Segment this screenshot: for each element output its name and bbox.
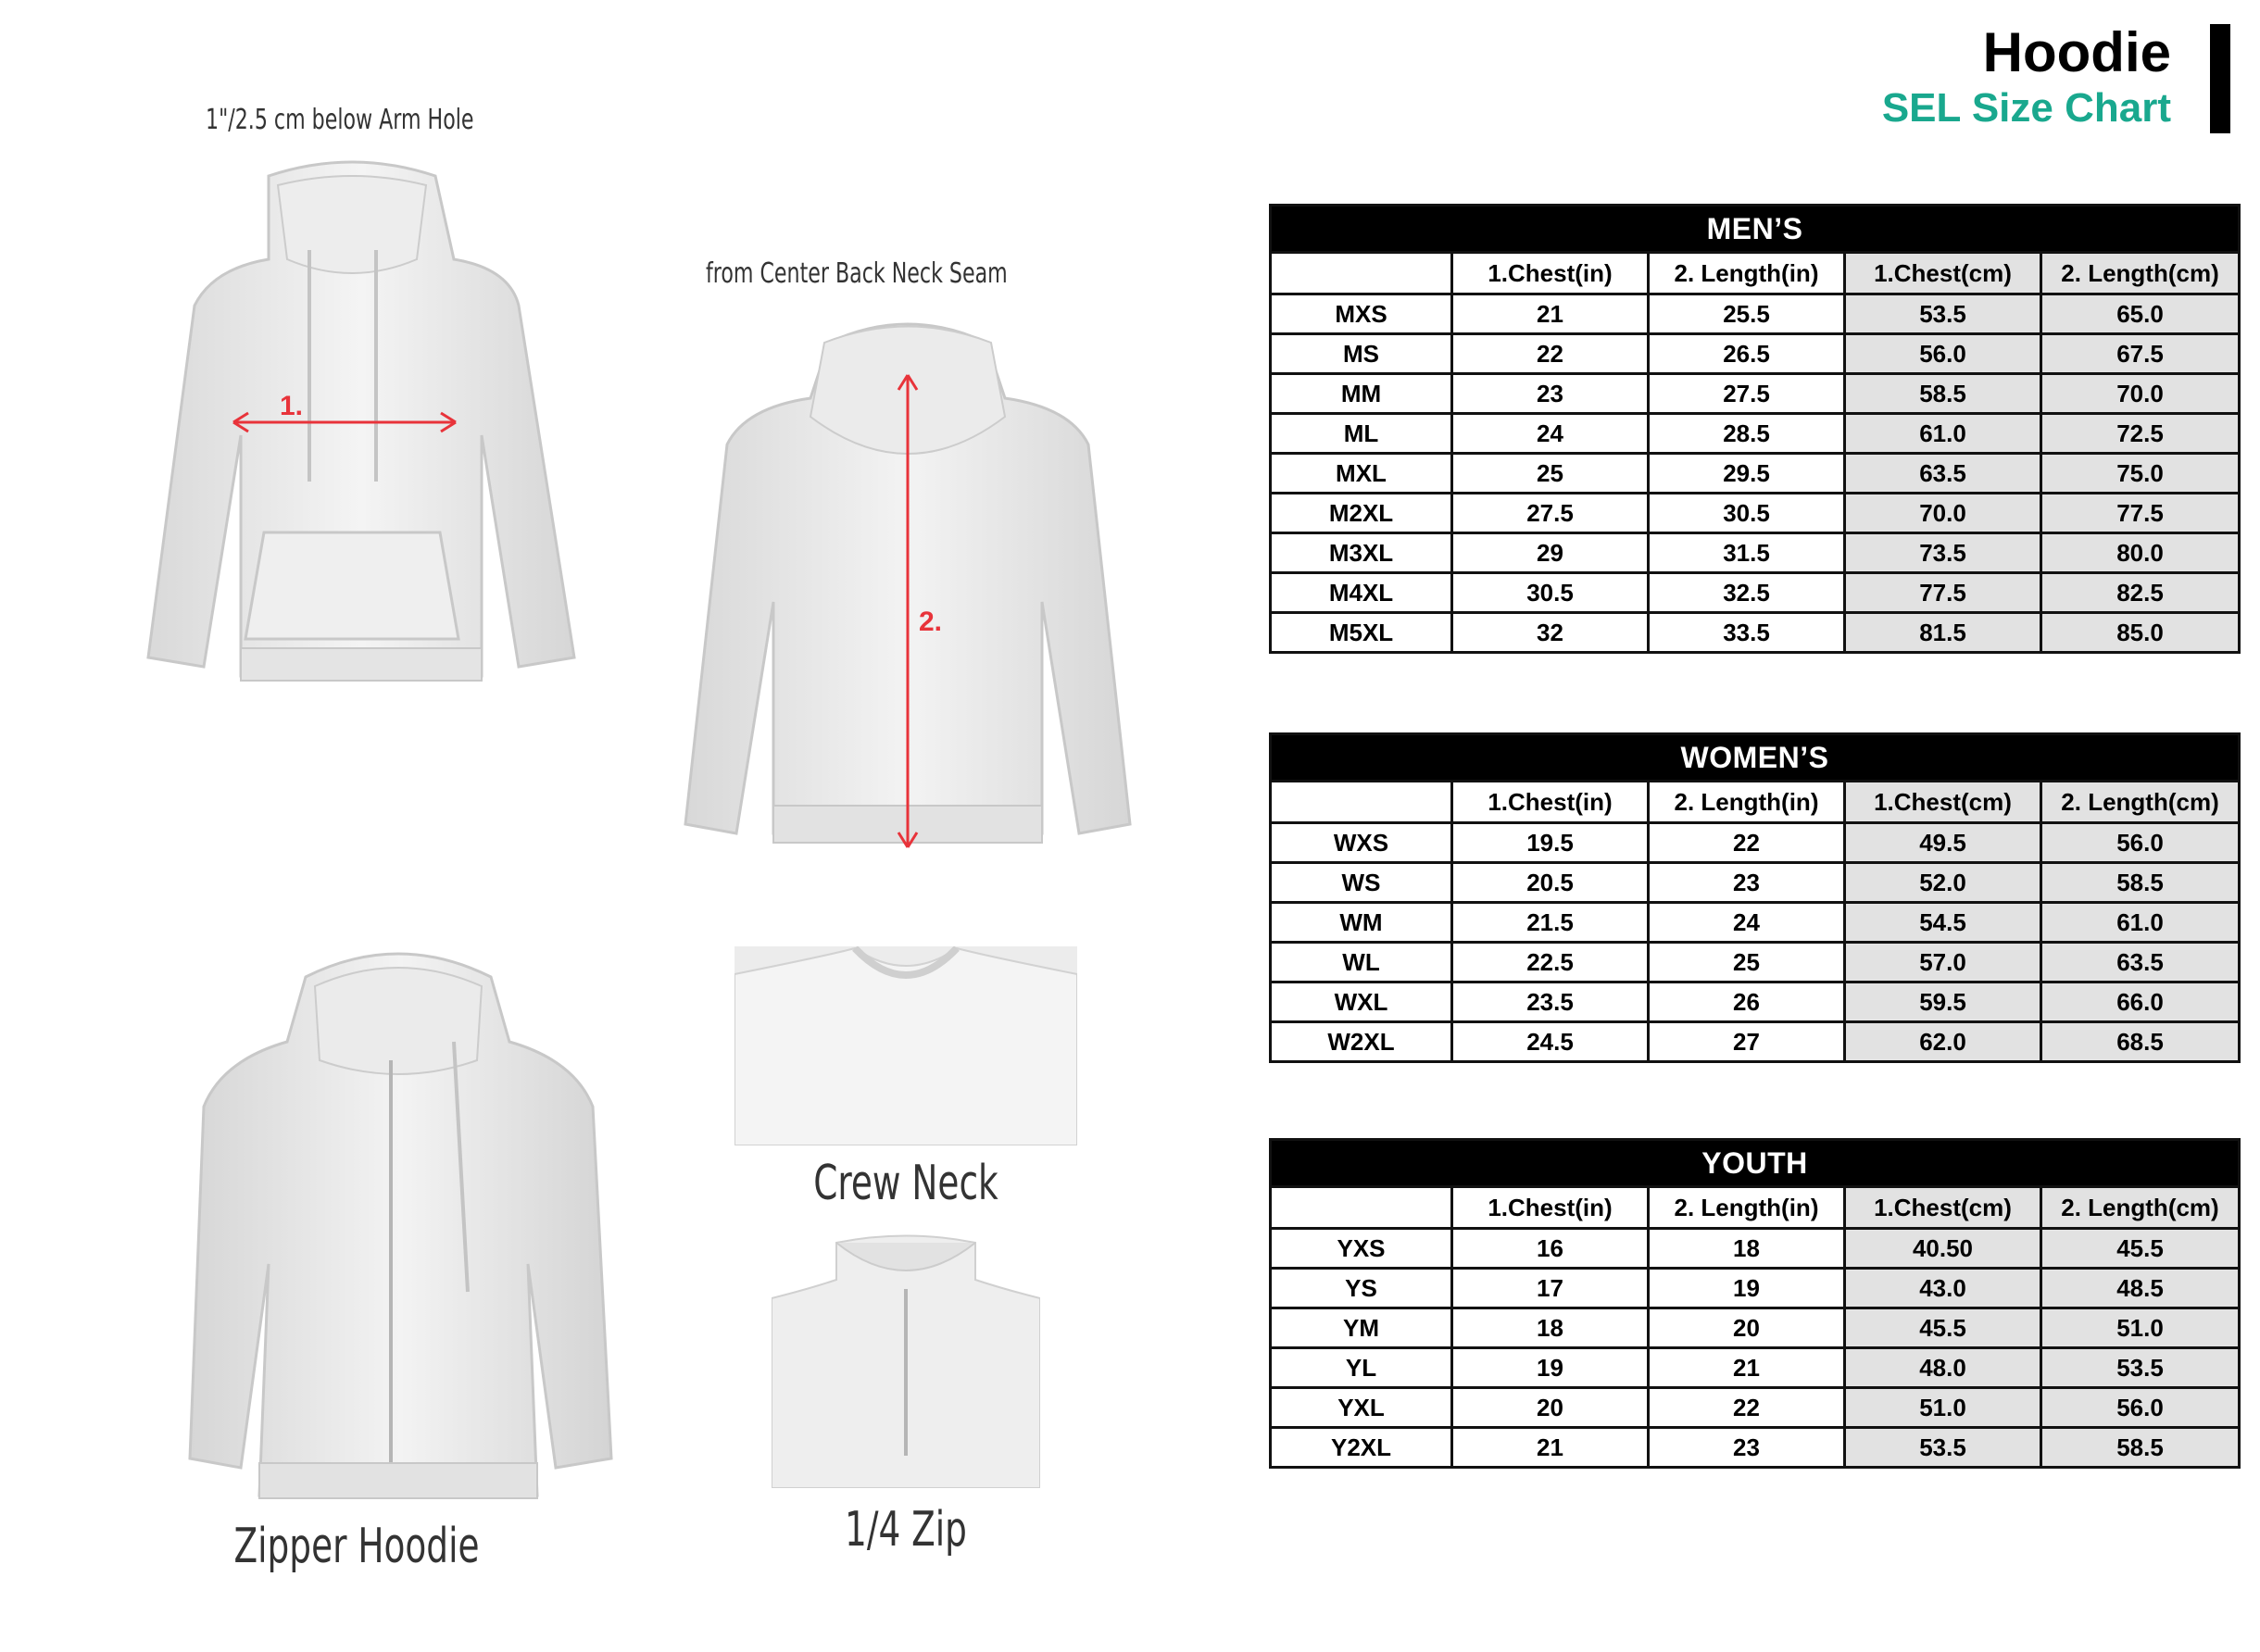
size-label: WL [1271, 943, 1452, 982]
measurement-cell: 58.5 [1845, 374, 2041, 414]
column-header: 2. Length(cm) [2041, 1187, 2240, 1229]
size-label: MS [1271, 334, 1452, 374]
table-row [1271, 414, 2240, 454]
quarter-zip-icon [772, 1233, 1040, 1488]
measurement-cell: 21 [1649, 1348, 1845, 1388]
youth-size-table [1269, 1138, 2241, 1469]
size-label: WXS [1271, 823, 1452, 863]
size-label: WM [1271, 903, 1452, 943]
womens-size-table [1269, 732, 2241, 1063]
table-row [1271, 494, 2240, 533]
measurement-cell: 59.5 [1845, 982, 2041, 1022]
measurement-cell: 18 [1649, 1229, 1845, 1269]
measurement-cell: 24 [1452, 414, 1649, 454]
column-header: 1.Chest(cm) [1845, 253, 2041, 294]
measurement-cell: 23 [1452, 374, 1649, 414]
measurement-cell: 65.0 [2041, 294, 2240, 334]
measurement-cell: 45.5 [1845, 1308, 2041, 1348]
measurement-cell: 21 [1452, 294, 1649, 334]
measurement-cell: 19.5 [1452, 823, 1649, 863]
size-label: ML [1271, 414, 1452, 454]
measurement-cell: 48.5 [2041, 1269, 2240, 1308]
hoodie-front-icon [111, 157, 593, 722]
measurement-cell: 30.5 [1452, 573, 1649, 613]
size-label: M5XL [1271, 613, 1452, 653]
measurement-cell: 56.0 [2041, 823, 2240, 863]
column-header: 1.Chest(in) [1452, 253, 1649, 294]
column-header: 2. Length(in) [1649, 782, 1845, 823]
measurement-cell: 24.5 [1452, 1022, 1649, 1062]
size-label: YM [1271, 1308, 1452, 1348]
measurement-cell: 77.5 [1845, 573, 2041, 613]
zipper-hoodie-icon [185, 940, 621, 1505]
measurement-cell: 21 [1452, 1428, 1649, 1468]
measurement-cell: 61.0 [2041, 903, 2240, 943]
size-label: WXL [1271, 982, 1452, 1022]
measurement-cell: 25 [1452, 454, 1649, 494]
table-title: YOUTH [1271, 1140, 2240, 1187]
table-row [1271, 1388, 2240, 1428]
measurement-cell: 22 [1452, 334, 1649, 374]
measurement-cell: 27 [1649, 1022, 1845, 1062]
mens-size-table [1269, 204, 2241, 654]
measurement-cell: 56.0 [2041, 1388, 2240, 1428]
measurement-cell: 26.5 [1649, 334, 1845, 374]
measurement-cell: 25.5 [1649, 294, 1845, 334]
measurement-cell: 33.5 [1649, 613, 1845, 653]
table-row [1271, 1022, 2240, 1062]
measurement-cell: 19 [1649, 1269, 1845, 1308]
measurement-cell: 23 [1649, 1428, 1845, 1468]
column-header: 1.Chest(in) [1452, 1187, 1649, 1229]
table-row [1271, 1428, 2240, 1468]
measurement-cell: 32.5 [1649, 573, 1845, 613]
measurement-cell: 17 [1452, 1269, 1649, 1308]
measurement-cell: 81.5 [1845, 613, 2041, 653]
size-label: WS [1271, 863, 1452, 903]
measurement-cell: 54.5 [1845, 903, 2041, 943]
measurement-cell: 56.0 [1845, 334, 2041, 374]
measurement-cell: 48.0 [1845, 1348, 2041, 1388]
measurement-cell: 23 [1649, 863, 1845, 903]
zipper-hoodie-caption: Zipper Hoodie [233, 1519, 480, 1574]
size-label: MXL [1271, 454, 1452, 494]
size-label: MXS [1271, 294, 1452, 334]
measurement-cell: 62.0 [1845, 1022, 2041, 1062]
crew-neck-caption: Crew Neck [813, 1156, 998, 1211]
measurement-cell: 25 [1649, 943, 1845, 982]
measurement-cell: 51.0 [1845, 1388, 2041, 1428]
measurement-cell: 52.0 [1845, 863, 2041, 903]
header-accent-bar [2210, 24, 2230, 133]
measurement-cell: 16 [1452, 1229, 1649, 1269]
size-label: Y2XL [1271, 1428, 1452, 1468]
measurement-cell: 67.5 [2041, 334, 2240, 374]
table-row [1271, 454, 2240, 494]
table-row [1271, 982, 2240, 1022]
table-row [1271, 823, 2240, 863]
measurement-cell: 73.5 [1845, 533, 2041, 573]
measurement-cell: 20.5 [1452, 863, 1649, 903]
table-row [1271, 374, 2240, 414]
measurement-cell: 68.5 [2041, 1022, 2240, 1062]
measurement-cell: 24 [1649, 903, 1845, 943]
measurement-cell: 77.5 [2041, 494, 2240, 533]
table-title: MEN’S [1271, 206, 2240, 253]
measurement-cell: 30.5 [1649, 494, 1845, 533]
page-subtitle: SEL Size Chart [1881, 85, 2171, 131]
table-row [1271, 573, 2240, 613]
column-header-row [1271, 1187, 2240, 1229]
size-label: YS [1271, 1269, 1452, 1308]
measurement-cell: 63.5 [1845, 454, 2041, 494]
column-header: 2. Length(in) [1649, 253, 1845, 294]
hoodie-back-icon [681, 306, 1135, 861]
table-row [1271, 903, 2240, 943]
measurement-cell: 82.5 [2041, 573, 2240, 613]
measurement-cell: 53.5 [2041, 1348, 2240, 1388]
quarter-zip-caption: 1/4 Zip [845, 1502, 967, 1558]
column-header-row [1271, 253, 2240, 294]
table-row [1271, 334, 2240, 374]
measurement-cell: 40.50 [1845, 1229, 2041, 1269]
measurement-cell: 53.5 [1845, 294, 2041, 334]
table-row [1271, 613, 2240, 653]
table-row [1271, 1348, 2240, 1388]
page-title: Hoodie [1982, 21, 2171, 83]
measurement-cell: 20 [1452, 1388, 1649, 1428]
measurement-cell: 53.5 [1845, 1428, 2041, 1468]
measurement-cell: 27.5 [1649, 374, 1845, 414]
measurement-cell: 49.5 [1845, 823, 2041, 863]
crew-neck-icon [734, 946, 1077, 1145]
length-measure-note: from Center Back Neck Seam [706, 257, 1008, 290]
column-header [1271, 1187, 1452, 1229]
table-row [1271, 1269, 2240, 1308]
measurement-cell: 26 [1649, 982, 1845, 1022]
measurement-cell: 66.0 [2041, 982, 2240, 1022]
measurement-cell: 23.5 [1452, 982, 1649, 1022]
measurement-cell: 28.5 [1649, 414, 1845, 454]
column-header-row [1271, 782, 2240, 823]
size-label: YL [1271, 1348, 1452, 1388]
table-row [1271, 533, 2240, 573]
column-header: 2. Length(cm) [2041, 253, 2240, 294]
size-label: MM [1271, 374, 1452, 414]
measurement-cell: 43.0 [1845, 1269, 2041, 1308]
measurement-cell: 22.5 [1452, 943, 1649, 982]
table-row [1271, 943, 2240, 982]
measurement-cell: 27.5 [1452, 494, 1649, 533]
column-header [1271, 253, 1452, 294]
measurement-cell: 45.5 [2041, 1229, 2240, 1269]
table-title: WOMEN’S [1271, 734, 2240, 782]
table-row [1271, 1308, 2240, 1348]
column-header: 1.Chest(cm) [1845, 782, 2041, 823]
measurement-cell: 19 [1452, 1348, 1649, 1388]
chest-marker-label: 1. [280, 391, 304, 421]
measurement-cell: 51.0 [2041, 1308, 2240, 1348]
table-row [1271, 863, 2240, 903]
size-label: YXL [1271, 1388, 1452, 1428]
measurement-cell: 31.5 [1649, 533, 1845, 573]
measurement-cell: 75.0 [2041, 454, 2240, 494]
length-marker-label: 2. [919, 607, 943, 637]
measurement-cell: 72.5 [2041, 414, 2240, 454]
measurement-cell: 57.0 [1845, 943, 2041, 982]
measurement-cell: 21.5 [1452, 903, 1649, 943]
column-header [1271, 782, 1452, 823]
column-header: 1.Chest(cm) [1845, 1187, 2041, 1229]
size-label: M2XL [1271, 494, 1452, 533]
size-label: M3XL [1271, 533, 1452, 573]
measurement-cell: 85.0 [2041, 613, 2240, 653]
measurement-cell: 29.5 [1649, 454, 1845, 494]
measurement-cell: 22 [1649, 1388, 1845, 1428]
column-header: 2. Length(cm) [2041, 782, 2240, 823]
size-label: YXS [1271, 1229, 1452, 1269]
measurement-cell: 20 [1649, 1308, 1845, 1348]
measurement-cell: 70.0 [2041, 374, 2240, 414]
measurement-cell: 70.0 [1845, 494, 2041, 533]
measurement-cell: 22 [1649, 823, 1845, 863]
measurement-cell: 58.5 [2041, 1428, 2240, 1468]
column-header: 1.Chest(in) [1452, 782, 1649, 823]
measurement-cell: 63.5 [2041, 943, 2240, 982]
measurement-cell: 32 [1452, 613, 1649, 653]
measurement-cell: 18 [1452, 1308, 1649, 1348]
measurement-cell: 29 [1452, 533, 1649, 573]
measurement-cell: 61.0 [1845, 414, 2041, 454]
table-row [1271, 1229, 2240, 1269]
column-header: 2. Length(in) [1649, 1187, 1845, 1229]
measurement-cell: 80.0 [2041, 533, 2240, 573]
chest-measure-note: 1"/2.5 cm below Arm Hole [206, 104, 474, 136]
size-label: M4XL [1271, 573, 1452, 613]
measurement-cell: 58.5 [2041, 863, 2240, 903]
table-row [1271, 294, 2240, 334]
size-label: W2XL [1271, 1022, 1452, 1062]
